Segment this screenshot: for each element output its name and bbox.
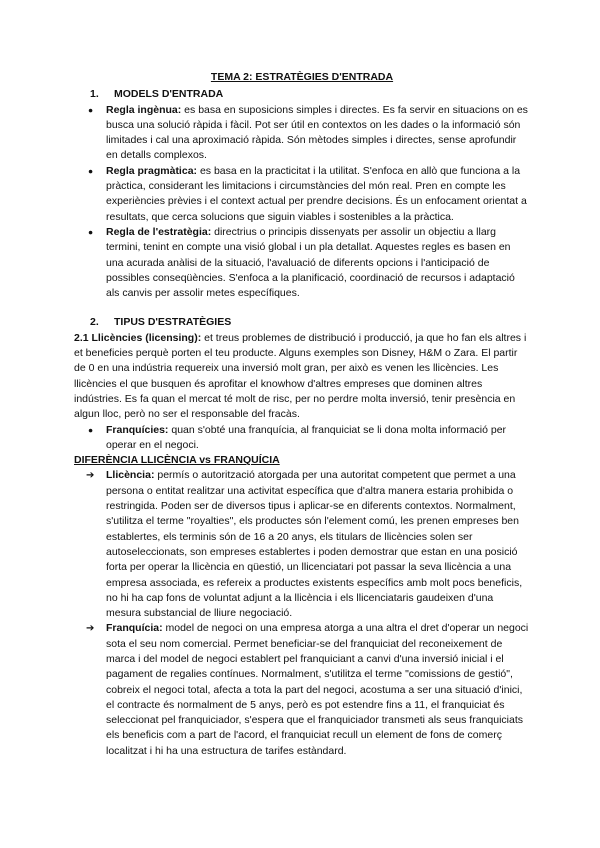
term-regla-estrategia: Regla de l'estratègia:	[106, 225, 212, 238]
desc-llicencies: et treus problemes de distribució i producció, ja que ho fan els altres i et beneficies perquè porten el teu producte. Alguns exemples son Disney, H&M o Zara. El partir de 0 en una indústria requereix una inversió molt gran, per això es venen les llicències. Les llicències el que busquen és aprofitar el knowhow d'altres empreses que dominen altres indústries. Es fa quan el mercat té molt de risc, per no perdre molta inversió, tenir presència en algun lloc, però no ser el responsable del fracàs.	[74, 331, 527, 421]
list-item-llicencia	[74, 468, 530, 621]
list-item-franquicia	[74, 621, 530, 759]
list-item-franquicies	[74, 423, 530, 454]
desc-regla-pragmatica: es basa en la practicitat i la utilitat. S'enfoca en allò que funciona a la pràctica, considerant les limitacions i circumstàncies del món real. Pren en compte les experiències prèvies i el context actual per prendre decisions. És un enfocament orientat a resultats, que cerca solucions que siguin viables i sostenibles a la pràctica.	[106, 164, 527, 223]
desc-regla-estrategia: directrius o principis dissenyats per assolir un objectiu a llarg termini, tenint en compte una visió global i un pla detallat. Aquestes regles es basen en una acurada anàlisi de la situació, l'avaluació de diferents opcions i l'anticipació de possibles conseqüències. S'enfoca a la planificació, coordinació de recursos i adaptació als canvis per assolir metes específiques.	[106, 225, 515, 300]
term-llicencies: 2.1 Llicències (licensing):	[74, 331, 202, 344]
term-regla-ingenua: Regla ingènua:	[106, 103, 182, 116]
list-item-regla-estrategia	[74, 225, 530, 301]
difference-list	[74, 468, 530, 759]
section-2-list	[74, 423, 530, 454]
term-llicencia: Llicència:	[106, 469, 155, 482]
section-1-heading	[74, 87, 530, 102]
section-2-number: 2.	[90, 316, 99, 329]
section-2-heading	[74, 315, 530, 330]
section-2-1-paragraph	[74, 331, 530, 423]
document-page	[74, 70, 530, 759]
desc-llicencia: permís o autorització atorgada per una autoritat competent que permet a una persona o entitat realitzar una activitat específica que d'altra manera estaria prohibida o restringida. Poden ser de diversos tipus i aplicar-se en diferents contextos. Normalment, s'utilitza el terme "royalties", els productes són l'element comú, les prenen empreses ben establertes, els terminis són de 16 a 20 anys, els titulars de llicències solen ser autoseleccionats, son empreses establertes i poden demostrar que estan en una posició forta per operar la llicència en qüestió, un llicenciatari pot passar la seva llicència a una empresa associada, es refereix a productes existents específics amb molt pocs beneficis, no hi ha cap fons de voluntat adjunt a la llicència i els llicenciataris gaudeixen d'una mesura substancial de lliure negociació.	[106, 469, 523, 620]
term-franquicia: Franquícia:	[106, 622, 163, 635]
document-title: TEMA 2: ESTRATÈGIES D'ENTRADA	[210, 71, 394, 83]
term-regla-pragmatica: Regla pragmàtica:	[106, 164, 198, 177]
term-franquicies: Franquícies:	[106, 423, 169, 436]
section-2-title: TIPUS D'ESTRATÈGIES	[114, 316, 232, 329]
difference-heading: DIFERÈNCIA LLICÈNCIA vs FRANQUÍCIA	[74, 454, 280, 467]
section-1-title: MODELS D'ENTRADA	[114, 88, 224, 101]
list-item-regla-pragmatica	[74, 164, 530, 225]
section-1-list	[74, 103, 530, 302]
desc-franquicies: quan s'obté una franquícia, al franquiciat se li dona molta informació per operar en el negoci.	[106, 423, 507, 451]
desc-franquicia: model de negoci on una empresa atorga a una altra el dret d'operar un negoci sota el seu nom comercial. Permet beneficiar-se del franquiciat del reconeixement de marca i del model de negoci establert pel franquiciant a canvi d'una inversió inicial i el pagament de regalies contínues. Normalment, s'utilitza el terme "comissions de gestió", cobreix el negoci total, afecta a tota la part del negoci, acostuma a ser una situació d'inici, el contracte és normalment de 5 anys, però es pot estendre fins a 11, el franquiciat és seleccionat pel franquiciador, s'espera que el franquiciador transmeti als seus franquiciats els beneficis com a part de l'acord, el franquiciat recull un element de fons de comerç localitzat i hi ha una estructura de tarifes estàndard.	[106, 622, 529, 757]
section-1-number: 1.	[90, 88, 99, 101]
list-item-regla-ingenua	[74, 103, 530, 164]
desc-regla-ingenua: es basa en suposicions simples i directes. Es fa servir en situacions on es busca una solució ràpida i fàcil. Pot ser útil en contextos on les dades o la informació són limitades i cal una aproximació ràpida. Són mètodes simples i directes, sense aprofundir en detalls complexos.	[106, 103, 528, 162]
